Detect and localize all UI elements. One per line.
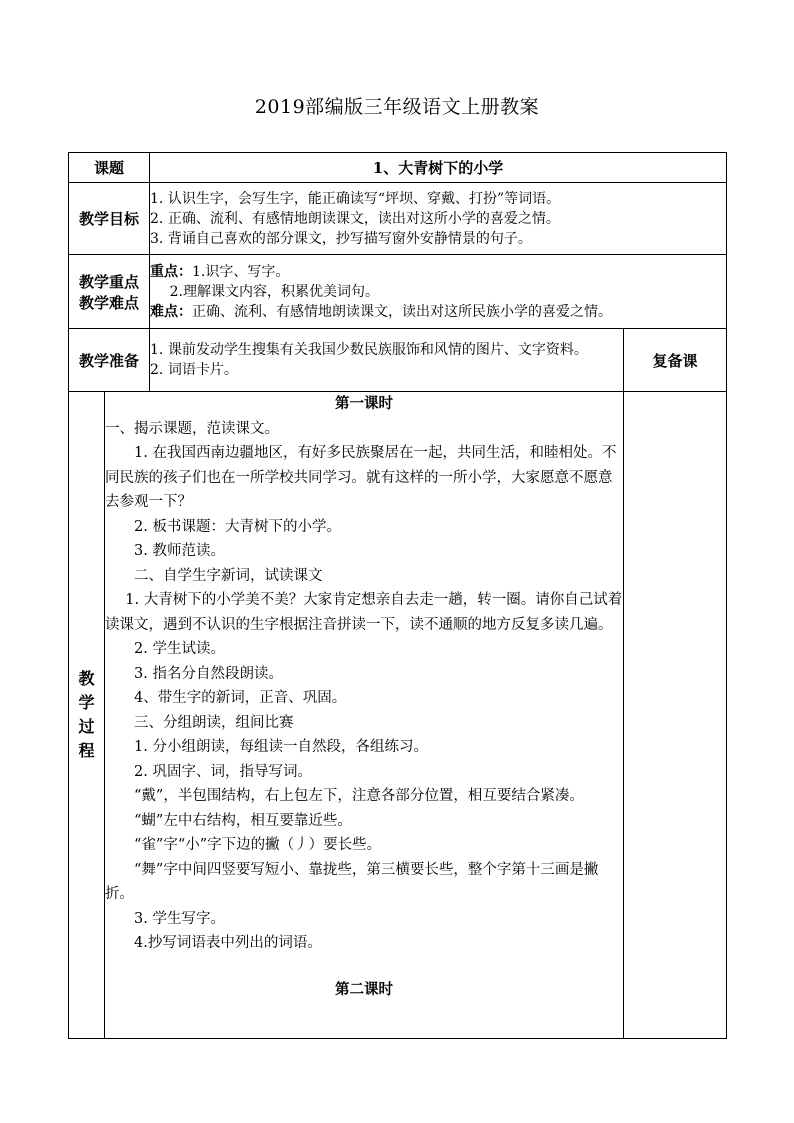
process-label: 教 学 过 程	[69, 392, 105, 1039]
process-line: 3. 教师范读。	[134, 543, 225, 559]
process-line: 1. 大青树下的小学美不美？大家肯定想亲自去走一趟，转一圈。请你自己试着读课文，遇到不认识的生字根据注音拼读一下，读不通顺的地方反复多读几遍。	[105, 592, 623, 633]
goal-item: 1. 认识生字，会写生字，能正确读写“坪坝、穿戴、打扮”等词语。	[150, 190, 561, 207]
process-line: 三、分组朗读，组间比赛	[134, 714, 294, 731]
focus-item: 2.理解课文内容，积累优美词句。	[169, 283, 379, 300]
goals-label: 教学目标	[69, 183, 150, 255]
row-keys	[69, 255, 727, 329]
prep-label: 教学准备	[69, 329, 150, 392]
lesson-plan-table	[68, 152, 727, 1039]
topic-label: 课题	[69, 153, 150, 183]
row-prep	[69, 329, 727, 392]
process-line: 3. 学生写字。	[134, 910, 225, 927]
lesson-2-title: 第二课时	[335, 980, 393, 998]
process-line: 二、自学生字新词，试读课文	[134, 567, 323, 584]
review-label: 复备课	[624, 329, 727, 392]
prep-item: 1. 课前发动学生搜集有关我国少数民族服饰和风情的图片、文字资料。	[150, 342, 588, 358]
document-title: 2019部编版三年级语文上册教案	[254, 96, 540, 118]
process-line: 4、带生字的新词，正音、巩固。	[134, 690, 347, 706]
keys-label	[69, 255, 150, 329]
topic-value: 1、大青树下的小学	[150, 153, 727, 183]
prep-content	[150, 329, 624, 392]
process-line: “舞”字中间四竖要写短小、靠拢些，第三横要长些，整个字第十三画是撇折。	[105, 861, 599, 902]
process-line: 1. 分小组朗读，每组读一自然段，各组练习。	[134, 739, 428, 755]
process-line: 2. 板书课题：大青树下的小学。	[134, 518, 341, 535]
process-line: 2. 巩固字、词，指导写词。	[134, 763, 312, 780]
process-line: “雀”字“小”字下边的撇（丿）要长些。	[134, 837, 382, 853]
process-line: 2. 学生试读。	[134, 641, 225, 657]
row-goals	[69, 183, 727, 255]
process-line: 3. 指名分自然段朗读。	[134, 665, 283, 682]
goals-content	[150, 183, 727, 255]
difficulty-label: 难点：	[150, 303, 193, 320]
difficulty-item: 正确、流利、有感情地朗读课文，读出对这所民族小学的喜爱之情。	[192, 303, 613, 320]
keys-content	[150, 255, 727, 329]
process-content	[105, 392, 624, 1039]
focus-heading: 教学重点	[79, 272, 140, 291]
prep-item: 2. 词语卡片。	[150, 362, 238, 378]
spacer	[105, 956, 623, 978]
review-column	[624, 392, 727, 1039]
process-line: “戴”，半包围结构，右上包左下，注意各部分位置，相互要结合紧凑。	[134, 788, 584, 804]
process-line: “蝴”左中右结构，相互要靠近些。	[134, 812, 352, 829]
difficulty-heading: 教学难点	[79, 293, 140, 312]
goal-item: 3. 背诵自己喜欢的部分课文，抄写描写窗外安静情景的句子。	[150, 230, 532, 247]
process-line: 4.抄写词语表中列出的词语。	[134, 935, 322, 951]
focus-label: 重点：	[150, 263, 193, 280]
focus-item: 1.识字、写字。	[192, 263, 290, 280]
process-line: 一、揭示课题，范读课文。	[105, 420, 279, 437]
process-line: 1. 在我国西南边疆地区，有好多民族聚居在一起，共同生活，和睦相处。不同民族的孩子们也在一所学校共同学习。就有这样的一所小学，大家愿意不愿意去参观一下？	[105, 445, 617, 510]
lesson-1-title: 第一课时	[335, 395, 393, 412]
row-topic	[69, 153, 727, 183]
row-process	[69, 392, 727, 1039]
goal-item: 2. 正确、流利、有感情地朗读课文，读出对这所小学的喜爱之情。	[150, 210, 560, 227]
